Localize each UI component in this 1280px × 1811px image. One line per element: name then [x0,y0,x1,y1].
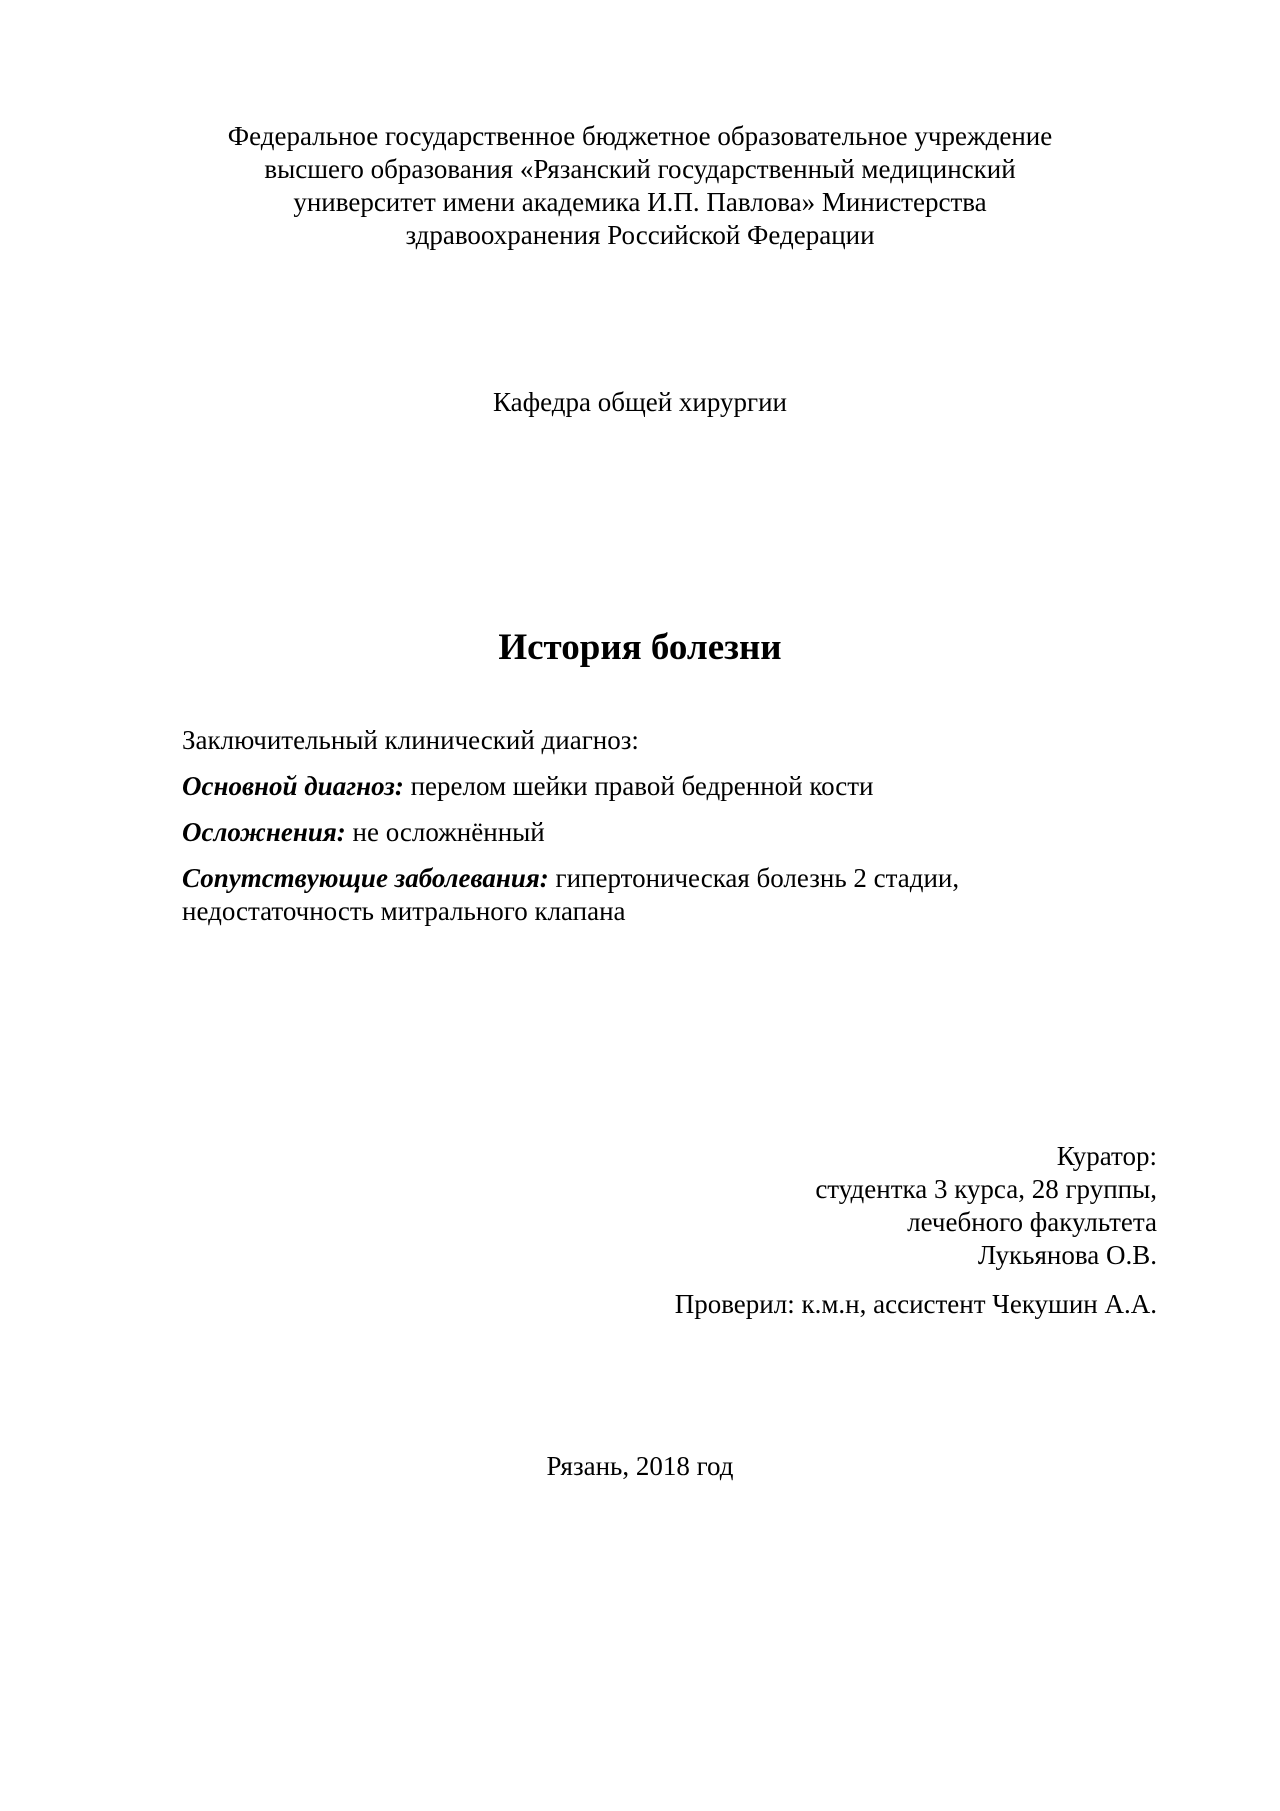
comorbid-value: гипертоническая болезнь 2 стадии, недостаточность митрального клапана [182,863,960,926]
complications-label: Осложнения: [182,817,346,847]
complications [182,816,1122,849]
comorbid-label: Сопутствующие заболевания: [182,863,549,893]
curator-line: лечебного факультета [907,1207,1157,1237]
institution-line: здравоохранения Российской Федерации [405,220,875,250]
institution-header [140,120,1140,252]
institution-line: Федеральное государственное бюджетное образовательное учреждение [227,121,1053,151]
main-diagnosis-value: перелом шейки правой бедренной кости [403,771,874,801]
institution-line: университет имени академика И.П. Павлова» Министерства [293,187,987,217]
comorbid-diseases [182,862,1122,928]
main-diagnosis-label: Основной диагноз: [182,771,404,801]
complications-value: не осложнённый [345,817,545,847]
curator-label: Куратор: [1056,1141,1157,1171]
checked-by: Проверил: к.м.н, ассистент Чекушин А.А. [674,1289,1157,1319]
diagnosis-intro: Заключительный клинический диагноз: [182,725,639,755]
curator-name: Лукьянова О.В. [977,1240,1157,1270]
department-name: Кафедра общей хирургии [492,387,787,417]
main-diagnosis [182,770,1122,803]
diagnosis-section [182,724,1122,928]
curator-block [457,1140,1157,1272]
curator-line: студентка 3 курса, 28 группы, [815,1174,1157,1204]
institution-line: высшего образования «Рязанский государственный медицинский [264,154,1016,184]
document-title: История болезни [498,627,782,668]
city-year: Рязань, 2018 год [546,1451,734,1481]
